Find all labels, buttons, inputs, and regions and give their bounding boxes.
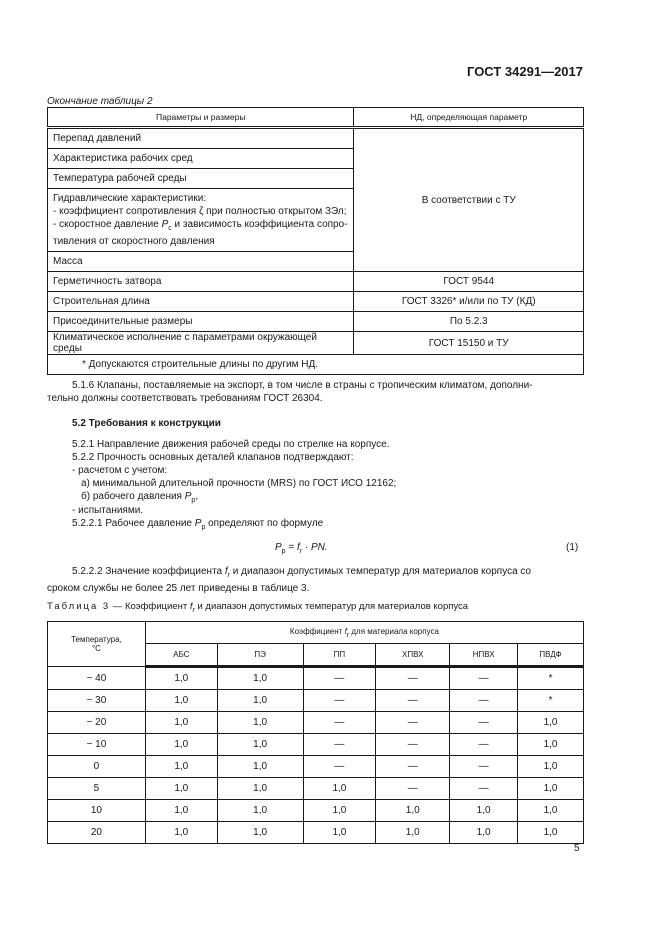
param-cell: Присоединительные размеры: [48, 312, 354, 332]
coefficient-cell: 1,0: [145, 712, 217, 734]
subscript: r: [227, 572, 231, 579]
coefficient-cell: —: [450, 712, 518, 734]
coefficient-cell: 1,0: [518, 734, 584, 756]
symbol-f: f: [296, 542, 300, 553]
list-item: а) минимальной длительной прочности (MRS) по ГОСТ ИСО 12162;: [81, 478, 397, 489]
column-header-pe: ПЭ: [217, 644, 303, 667]
coefficient-cell: 1,0: [518, 712, 584, 734]
paragraph-5-2-1: 5.2.1 Направление движения рабочей среды по стрелке на корпусе.: [72, 439, 390, 450]
coefficient-cell: 1,0: [518, 778, 584, 800]
coefficient-cell: —: [303, 690, 376, 712]
symbol-f: f: [224, 566, 228, 577]
coefficient-cell: 1,0: [217, 822, 303, 844]
column-header-abs: АБС: [145, 644, 217, 667]
temperature-cell: 5: [48, 778, 146, 800]
paragraph-5-1-6: [47, 379, 587, 405]
column-header-params: Параметры и размеры: [48, 108, 354, 128]
coefficient-cell: *: [518, 667, 584, 690]
coefficient-cell: 1,0: [303, 800, 376, 822]
coefficient-cell: 1,0: [145, 667, 217, 690]
text-line: сроком службы не более 25 лет приведены в таблице 3.: [47, 583, 310, 594]
temperature-cell: − 30: [48, 690, 146, 712]
table3-caption: [47, 600, 468, 617]
table2-continuation-caption: Окончание таблицы 2: [47, 96, 153, 107]
text: для материала корпуса: [349, 626, 439, 636]
paragraph-5-2-2: 5.2.2 Прочность основных деталей клапанов подтверждают:: [72, 452, 354, 463]
text: — Коэффициент: [110, 601, 190, 612]
temperature-cell: 10: [48, 800, 146, 822]
text: и диапазон допустимых температур для материалов корпуса: [194, 601, 469, 612]
text: и диапазон допустимых температур для материалов корпуса со: [230, 566, 532, 577]
table-row: [48, 712, 584, 734]
coefficient-cell: —: [303, 712, 376, 734]
param-cell: [48, 189, 354, 252]
coefficient-cell: —: [376, 712, 450, 734]
param-line: тивления от скоростного давления: [53, 236, 215, 247]
column-header-cpvc: ХПВХ: [376, 644, 450, 667]
list-item: - испытаниями.: [72, 505, 144, 516]
param-line: Гидравлические характеристики:: [53, 193, 207, 204]
coefficient-cell: —: [450, 778, 518, 800]
text-line: [47, 565, 587, 582]
param-cell: Перепад давлений: [48, 128, 354, 149]
coefficient-cell: —: [303, 756, 376, 778]
nd-cell: ГОСТ 9544: [354, 272, 584, 292]
subscript: с: [168, 225, 172, 232]
formula-number: (1): [566, 542, 579, 553]
param-cell: Строительная длина: [48, 292, 354, 312]
symbol-p: P: [184, 491, 192, 502]
table-row: [48, 822, 584, 844]
subscript: р: [201, 524, 206, 531]
column-header-pp: ПП: [303, 644, 376, 667]
column-header-upvc: НПВХ: [450, 644, 518, 667]
table-row: [48, 756, 584, 778]
table-3: [47, 621, 584, 844]
temperature-cell: − 20: [48, 712, 146, 734]
table-row: [48, 332, 584, 355]
coefficient-cell: 1,0: [518, 800, 584, 822]
text: Температура,: [71, 635, 122, 644]
table-row: [48, 734, 584, 756]
table-row: [48, 778, 584, 800]
nd-cell: По 5.2.3: [354, 312, 584, 332]
text: - скоростное давление: [53, 219, 162, 230]
param-line: - коэффициент сопротивления ζ при полностью открытом ЗЭл;: [53, 206, 347, 217]
coefficient-cell: 1,0: [145, 800, 217, 822]
caption-label: Таблица 3: [47, 601, 111, 612]
paragraph-5-2-2-2: [47, 565, 587, 595]
temperature-cell: 0: [48, 756, 146, 778]
coefficient-cell: 1,0: [376, 800, 450, 822]
table-row: [48, 292, 584, 312]
symbol-p: P: [161, 219, 169, 230]
coefficient-cell: 1,0: [376, 822, 450, 844]
text: определяют по формуле: [205, 518, 324, 529]
coefficient-cell: —: [376, 734, 450, 756]
coefficient-cell: —: [376, 756, 450, 778]
coefficient-cell: 1,0: [518, 756, 584, 778]
symbol-f: f: [344, 626, 347, 636]
coefficient-cell: 1,0: [145, 822, 217, 844]
coefficient-cell: 1,0: [303, 778, 376, 800]
param-line: [53, 218, 348, 235]
column-header-pvdf: ПВДФ: [518, 644, 584, 667]
table-footnote: * Допускаются строительные длины по другим НД.: [48, 355, 584, 375]
symbol-p: P: [275, 542, 282, 553]
table-row: [48, 667, 584, 690]
param-cell: Характеристика рабочих сред: [48, 149, 354, 169]
subscript: р: [281, 548, 286, 555]
subscript: r: [346, 631, 350, 639]
list-item: - расчетом с учетом:: [72, 465, 168, 476]
table-2: [47, 107, 584, 375]
text: Коэффициент: [289, 626, 345, 636]
coefficient-cell: —: [376, 778, 450, 800]
table-footnote-row: [48, 355, 584, 375]
text-line: 5.1.6 Клапаны, поставляемые на экспорт, в том числе в страны с тропическим климатом, дополни-: [72, 380, 533, 391]
table-row: [48, 128, 584, 149]
page-number: 5: [574, 843, 580, 854]
symbol-f: f: [189, 601, 193, 612]
coefficient-cell: —: [450, 756, 518, 778]
text: 5.2.2.1 Рабочее давление: [72, 518, 195, 529]
document-id: ГОСТ 34291—2017: [467, 64, 583, 79]
coefficient-cell: —: [450, 734, 518, 756]
coefficient-cell: 1,0: [145, 756, 217, 778]
coefficient-cell: 1,0: [217, 734, 303, 756]
coefficient-cell: 1,0: [217, 778, 303, 800]
param-cell: Температура рабочей среды: [48, 169, 354, 189]
nd-cell: ГОСТ 3326* и/или по ТУ (КД): [354, 292, 584, 312]
symbol-p: P: [194, 518, 202, 529]
coefficient-cell: —: [450, 690, 518, 712]
nd-merged-cell: В соответствии с ТУ: [354, 128, 584, 272]
coefficient-cell: 1,0: [450, 800, 518, 822]
column-header-nd: НД, определяющая параметр: [354, 108, 584, 128]
table-row: [48, 312, 584, 332]
text: °С: [91, 644, 101, 653]
coefficient-cell: 1,0: [217, 712, 303, 734]
paragraph-5-2-2-1: [72, 517, 323, 534]
coefficient-cell: 1,0: [145, 778, 217, 800]
coefficient-cell: 1,0: [217, 690, 303, 712]
text: 5.2.2.2 Значение коэффициента: [72, 566, 225, 577]
temperature-cell: − 10: [48, 734, 146, 756]
text: · PN.: [302, 542, 328, 553]
subscript: р: [191, 497, 196, 504]
temperature-cell: 20: [48, 822, 146, 844]
coefficient-cell: 1,0: [217, 667, 303, 690]
table-row: [48, 690, 584, 712]
table-header-row: [48, 622, 584, 644]
formula-1: [275, 541, 328, 558]
coefficient-cell: 1,0: [450, 822, 518, 844]
coefficient-cell: —: [376, 667, 450, 690]
temperature-cell: − 40: [48, 667, 146, 690]
coefficient-cell: 1,0: [145, 734, 217, 756]
section-heading-5-2: 5.2 Требования к конструкции: [72, 418, 221, 429]
column-group-header: [145, 622, 583, 644]
coefficient-cell: 1,0: [303, 822, 376, 844]
table-row: [48, 272, 584, 292]
text: =: [285, 542, 297, 553]
coefficient-cell: 1,0: [145, 690, 217, 712]
text-line: тельно должны соответствовать требованиям ГОСТ 26304.: [47, 393, 323, 404]
table-row: [48, 800, 584, 822]
subscript: r: [299, 548, 303, 555]
subscript: r: [192, 607, 195, 614]
coefficient-cell: *: [518, 690, 584, 712]
coefficient-cell: —: [450, 667, 518, 690]
coefficient-cell: —: [303, 734, 376, 756]
column-header-temperature: [48, 622, 146, 667]
param-cell: Герметичность затвора: [48, 272, 354, 292]
coefficient-cell: 1,0: [217, 800, 303, 822]
coefficient-cell: 1,0: [217, 756, 303, 778]
param-cell: Масса: [48, 252, 354, 272]
nd-cell: ГОСТ 15150 и ТУ: [354, 332, 584, 355]
table-header-row: [48, 108, 584, 128]
text: ,: [195, 491, 199, 502]
coefficient-cell: —: [303, 667, 376, 690]
coefficient-cell: 1,0: [518, 822, 584, 844]
text: б) рабочего давления: [81, 491, 185, 502]
coefficient-cell: —: [376, 690, 450, 712]
param-cell: Климатическое исполнение с параметрами окружающей среды: [48, 332, 354, 355]
text: и зависимость коэффициента сопро-: [171, 219, 348, 230]
